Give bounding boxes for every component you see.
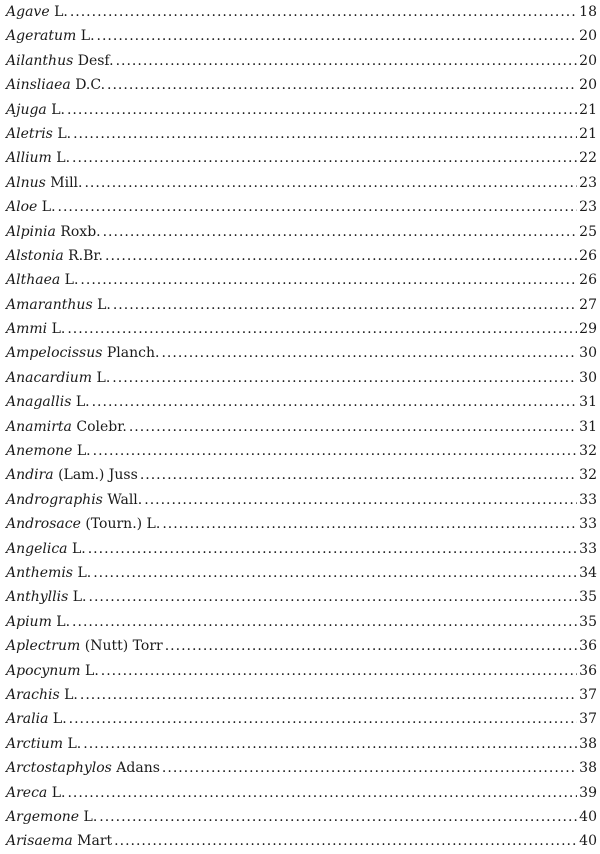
entry-name [6, 659, 99, 683]
page-number: 40 [579, 833, 597, 850]
dot-leader [92, 390, 577, 414]
index-entry [6, 781, 597, 805]
dot-leader [84, 171, 577, 195]
page-number: 20 [579, 77, 597, 94]
index-entry [6, 610, 597, 634]
index-entry [6, 49, 597, 73]
entry-name [6, 512, 160, 536]
author-abbreviation: L. [51, 101, 65, 118]
index-entry [6, 439, 597, 463]
author-abbreviation: L. [41, 199, 56, 216]
author-abbreviation: L. [56, 613, 71, 630]
genus-name: Angelica [6, 540, 68, 557]
author-abbreviation: L. [83, 808, 98, 825]
genus-name: Aplectrum [6, 638, 81, 655]
dot-leader [93, 561, 577, 585]
dot-leader [58, 195, 577, 219]
entry-name [6, 366, 110, 390]
genus-name: Arachis [6, 686, 60, 703]
index-entry [6, 293, 597, 317]
author-abbreviation: L. [72, 589, 87, 606]
author-abbreviation: Colebr. [76, 418, 127, 435]
dot-leader [140, 463, 577, 487]
page-number: 34 [579, 564, 597, 581]
genus-name: Ainsliaea [6, 77, 71, 94]
genus-name: Andrographis [6, 491, 103, 508]
index-entry [6, 195, 597, 219]
author-abbreviation: L. [64, 686, 78, 703]
dot-leader [67, 317, 577, 341]
index-entry [6, 561, 597, 585]
page-number: 40 [579, 808, 597, 825]
entry-name [6, 805, 97, 829]
index-entry [6, 683, 597, 707]
index-entry [6, 585, 597, 609]
dot-leader [113, 293, 577, 317]
genus-name: Arctostaphylos [6, 760, 112, 777]
page-number: 36 [579, 638, 597, 655]
author-abbreviation: (Nutt) Torr [84, 638, 163, 655]
genus-name: Apium [6, 613, 52, 630]
genus-name: Alnus [6, 174, 46, 191]
author-abbreviation: L. [96, 369, 111, 386]
genus-name: Agave [6, 4, 50, 20]
dot-leader [107, 73, 577, 97]
dot-leader [114, 829, 577, 853]
genus-name: Althaea [6, 272, 61, 289]
dot-leader [101, 659, 577, 683]
entry-name [6, 73, 105, 97]
page-number: 27 [579, 296, 597, 313]
dot-leader [97, 24, 577, 48]
page-number: 26 [579, 247, 597, 264]
author-abbreviation: L. [67, 735, 82, 752]
index-entry [6, 512, 597, 536]
dot-leader [88, 537, 577, 561]
entry-name [6, 732, 81, 756]
genus-name: Aletris [6, 125, 53, 142]
entry-name [6, 610, 70, 634]
index-entry [6, 463, 597, 487]
dot-leader [112, 366, 577, 390]
entry-name [6, 829, 112, 853]
author-abbreviation: Mart [77, 833, 113, 850]
author-abbreviation: L. [97, 296, 111, 313]
index-entry [6, 756, 597, 780]
dot-leader [116, 49, 577, 73]
page-number: 35 [579, 589, 597, 606]
page-number: 37 [579, 686, 597, 703]
author-abbreviation: Desf. [77, 52, 114, 69]
page-number: 21 [579, 125, 597, 142]
author-abbreviation: Adans [116, 760, 160, 777]
entry-name [6, 122, 71, 146]
page-number: 32 [579, 443, 597, 460]
dot-leader [73, 122, 577, 146]
author-abbreviation: L. [75, 394, 90, 411]
dot-leader [165, 634, 577, 658]
page-number: 21 [579, 101, 597, 118]
genus-name: Ailanthus [6, 52, 74, 69]
page-number: 31 [579, 418, 597, 435]
entry-name [6, 390, 90, 414]
page-number: 23 [579, 174, 597, 191]
index-entry [6, 98, 597, 122]
author-abbreviation: L. [56, 150, 71, 167]
dot-leader [80, 268, 577, 292]
entry-name [6, 634, 163, 658]
entry-name [6, 49, 114, 73]
genus-name: Amaranthus [6, 296, 93, 313]
index-entry [6, 732, 597, 756]
index-entry [6, 537, 597, 561]
entry-name [6, 415, 127, 439]
page-number: 33 [579, 516, 597, 533]
genus-name: Argemone [6, 808, 80, 825]
index-entry [6, 73, 597, 97]
dot-leader [67, 781, 577, 805]
entry-name [6, 561, 91, 585]
genus-name: Anacardium [6, 369, 93, 386]
entry-name [6, 585, 87, 609]
page-number: 31 [579, 394, 597, 411]
page-number: 33 [579, 491, 597, 508]
index-entry [6, 244, 597, 268]
entry-name [6, 24, 95, 48]
author-abbreviation: L. [71, 540, 86, 557]
dot-leader [161, 341, 577, 365]
genus-name: Apocynum [6, 662, 81, 679]
page-number: 23 [579, 199, 597, 216]
genus-name: Andira [6, 467, 54, 484]
page-number: 20 [579, 52, 597, 69]
page-number: 36 [579, 662, 597, 679]
author-abbreviation: L. [64, 272, 79, 289]
index-entry [6, 634, 597, 658]
page-number: 20 [579, 28, 597, 45]
dot-leader [69, 707, 577, 731]
entry-name [6, 707, 67, 731]
page-number: 32 [579, 467, 597, 484]
entry-name [6, 195, 56, 219]
page-number: 29 [579, 321, 597, 338]
index-entry [6, 805, 597, 829]
index-entry [6, 122, 597, 146]
page-number: 26 [579, 272, 597, 289]
entry-name [6, 488, 142, 512]
page-number: 37 [579, 711, 597, 728]
genus-name: Aralia [6, 711, 49, 728]
author-abbreviation: L. [51, 784, 66, 801]
index-entry [6, 0, 597, 24]
page-number: 18 [579, 4, 597, 20]
page-number: 22 [579, 150, 597, 167]
index-entry [6, 220, 597, 244]
index-entry [6, 317, 597, 341]
dot-leader [162, 512, 577, 536]
index-entry [6, 268, 597, 292]
index-entry [6, 659, 597, 683]
index-entry [6, 707, 597, 731]
dot-leader [80, 683, 577, 707]
entry-name [6, 0, 68, 24]
entry-name [6, 683, 78, 707]
page-number: 39 [579, 784, 597, 801]
entry-name [6, 171, 82, 195]
dot-leader [99, 805, 577, 829]
author-abbreviation: L. [85, 662, 99, 679]
dot-leader [67, 98, 577, 122]
author-abbreviation: L. [76, 443, 91, 460]
dot-leader [129, 415, 577, 439]
genus-name: Anamirta [6, 418, 72, 435]
genus-name: Anthemis [6, 564, 73, 581]
genus-name: Anemone [6, 443, 73, 460]
author-abbreviation: D.C. [75, 77, 106, 94]
dot-leader [162, 756, 577, 780]
dot-leader [103, 220, 577, 244]
index-entry [6, 488, 597, 512]
entry-name [6, 98, 65, 122]
page-number: 35 [579, 613, 597, 630]
index-entry [6, 366, 597, 390]
entry-name [6, 317, 65, 341]
entry-name [6, 146, 70, 170]
entry-name [6, 463, 138, 487]
dot-leader [83, 732, 577, 756]
genus-index-list [6, 0, 597, 854]
genus-name: Arctium [6, 735, 64, 752]
entry-name [6, 220, 101, 244]
index-entry [6, 390, 597, 414]
index-entry [6, 415, 597, 439]
author-abbreviation: Wall. [107, 491, 143, 508]
entry-name [6, 439, 91, 463]
entry-name [6, 293, 111, 317]
author-abbreviation: (Tourn.) L. [85, 516, 161, 533]
dot-leader [72, 610, 577, 634]
genus-name: Ajuga [6, 101, 47, 118]
author-abbreviation: L. [52, 711, 67, 728]
entry-name [6, 781, 65, 805]
dot-leader [89, 585, 578, 609]
page-number: 25 [579, 223, 597, 240]
genus-name: Arisaema [6, 833, 73, 850]
genus-name: Anagallis [6, 394, 72, 411]
index-entry [6, 24, 597, 48]
index-entry [6, 829, 597, 853]
genus-name: Anthyllis [6, 589, 69, 606]
genus-name: Allium [6, 150, 52, 167]
author-abbreviation: (Lam.) Juss [58, 467, 138, 484]
author-abbreviation: Roxb. [60, 223, 101, 240]
dot-leader [105, 244, 577, 268]
genus-name: Areca [6, 784, 48, 801]
index-entry [6, 146, 597, 170]
author-abbreviation: R.Br. [68, 247, 104, 264]
genus-name: Alstonia [6, 247, 64, 264]
page-number: 38 [579, 760, 597, 777]
page-number: 30 [579, 345, 597, 362]
genus-name: Ageratum [6, 28, 77, 45]
author-abbreviation: L. [77, 564, 92, 581]
entry-name [6, 756, 160, 780]
author-abbreviation: Mill. [50, 174, 83, 191]
dot-leader [144, 488, 577, 512]
author-abbreviation: L. [51, 321, 66, 338]
entry-name [6, 341, 159, 365]
author-abbreviation: L. [57, 125, 72, 142]
index-entry [6, 341, 597, 365]
dot-leader [70, 0, 577, 24]
entry-name [6, 244, 103, 268]
entry-name [6, 268, 78, 292]
page-number: 33 [579, 540, 597, 557]
author-abbreviation: L. [54, 4, 68, 20]
entry-name [6, 537, 86, 561]
genus-name: Alpinia [6, 223, 56, 240]
index-entry [6, 171, 597, 195]
genus-name: Ammi [6, 321, 48, 338]
dot-leader [93, 439, 577, 463]
dot-leader [72, 146, 577, 170]
page-number: 38 [579, 735, 597, 752]
genus-name: Androsace [6, 516, 81, 533]
author-abbreviation: L. [80, 28, 95, 45]
page-number: 30 [579, 369, 597, 386]
genus-name: Aloe [6, 199, 38, 216]
author-abbreviation: Planch. [106, 345, 160, 362]
genus-name: Ampelocissus [6, 345, 103, 362]
